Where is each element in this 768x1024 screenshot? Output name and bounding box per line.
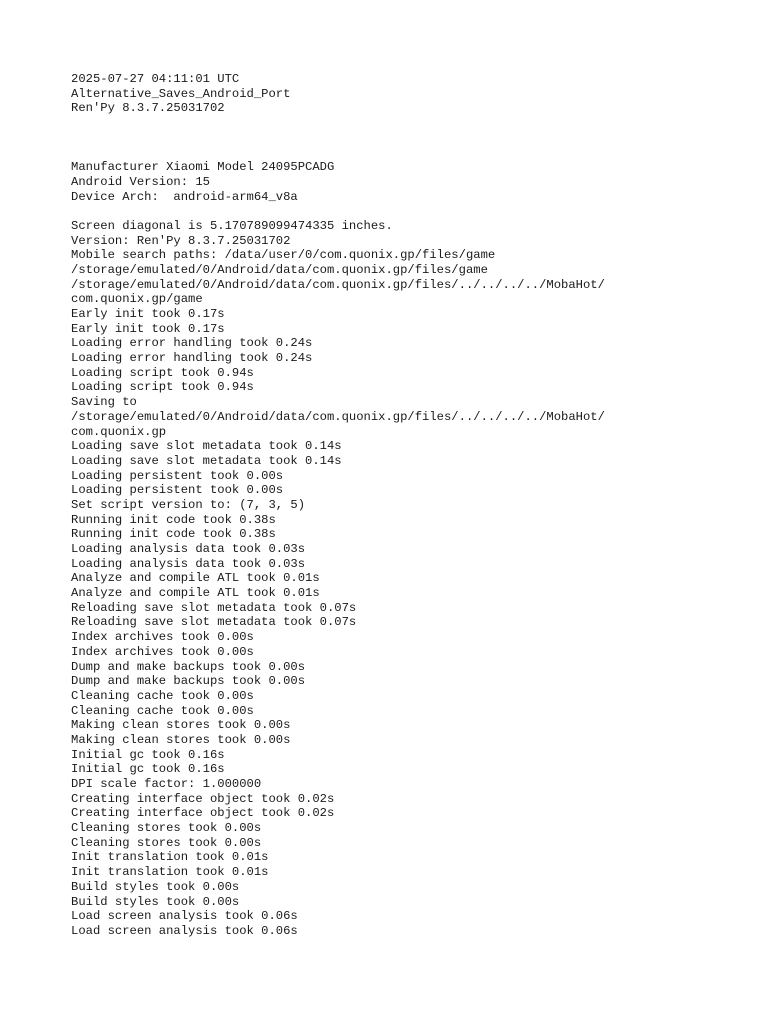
log-line: Cleaning cache took 0.00s <box>71 703 254 718</box>
log-line: /storage/emulated/0/Android/data/com.quonix.gp/files/game <box>71 262 488 277</box>
log-line: Loading script took 0.94s <box>71 380 254 395</box>
log-line: DPI scale factor: 1.000000 <box>71 777 262 791</box>
log-line: Android Version: 15 <box>71 174 210 189</box>
log-line: Making clean stores took 0.00s <box>71 718 291 733</box>
log-line: com.quonix.gp/game <box>71 292 203 307</box>
log-line: Loading error handling took 0.24s <box>71 336 313 351</box>
log-line <box>71 116 751 131</box>
log-line: Init translation took 0.01s <box>71 850 269 865</box>
log-line: Early init took 0.17s <box>71 307 225 321</box>
log-line: Build styles took 0.00s <box>71 879 240 894</box>
log-line: Running init code took 0.38s <box>71 512 276 527</box>
log-line: Cleaning stores took 0.00s <box>71 821 262 836</box>
log-line: Loading persistent took 0.00s <box>71 483 284 498</box>
log-line: com.quonix.gp <box>71 424 167 439</box>
log-line: Saving to <box>71 395 137 410</box>
log-line: 2025-07-27 04:11:01 UTC <box>71 72 240 86</box>
log-line <box>71 131 751 146</box>
log-line: Dump and make backups took 0.00s <box>71 674 306 689</box>
log-line: Analyze and compile ATL took 0.01s <box>71 571 320 586</box>
log-line: Ren'Py 8.3.7.25031702 <box>71 101 225 116</box>
log-line: Load screen analysis took 0.06s <box>71 909 298 924</box>
log-line: Loading error handling took 0.24s <box>71 351 313 366</box>
log-line: Running init code took 0.38s <box>71 527 276 542</box>
log-line: Mobile search paths: /data/user/0/com.quonix.gp/files/game <box>71 248 496 263</box>
log-line: Screen diagonal is 5.170789099474335 inches. <box>71 218 393 233</box>
log-line: /storage/emulated/0/Android/data/com.quonix.gp/files/../../../../MobaHot/ <box>71 409 605 424</box>
log-line: Loading save slot metadata took 0.14s <box>71 439 342 454</box>
log-line: Early init took 0.17s <box>71 321 225 336</box>
log-line: Alternative_Saves_Android_Port <box>71 86 291 101</box>
log-line: Cleaning cache took 0.00s <box>71 688 254 703</box>
log-line: Loading analysis data took 0.03s <box>71 542 306 556</box>
log-line: Analyze and compile ATL took 0.01s <box>71 586 320 601</box>
log-line: Reloading save slot metadata took 0.07s <box>71 615 357 630</box>
log-line: Creating interface object took 0.02s <box>71 791 335 806</box>
log-line: Initial gc took 0.16s <box>71 747 225 762</box>
log-line: Making clean stores took 0.00s <box>71 732 291 747</box>
log-line: Loading persistent took 0.00s <box>71 468 284 483</box>
log-line: /storage/emulated/0/Android/data/com.quonix.gp/files/../../../../MobaHot/ <box>71 277 605 292</box>
log-line: Index archives took 0.00s <box>71 630 254 645</box>
log-line: Build styles took 0.00s <box>71 894 240 909</box>
log-line: Device Arch: android-arm64_v8a <box>71 189 298 204</box>
log-line: Index archives took 0.00s <box>71 644 254 659</box>
log-line: Load screen analysis took 0.06s <box>71 923 298 938</box>
log-line: Manufacturer Xiaomi Model 24095PCADG <box>71 160 335 175</box>
log-line: Initial gc took 0.16s <box>71 762 225 777</box>
log-line: Loading analysis data took 0.03s <box>71 556 306 571</box>
log-line <box>71 204 751 219</box>
log-line: Init translation took 0.01s <box>71 865 269 880</box>
log-text <box>71 72 751 939</box>
log-line: Creating interface object took 0.02s <box>71 806 335 821</box>
log-line: Loading script took 0.94s <box>71 365 254 380</box>
log-line: Cleaning stores took 0.00s <box>71 835 262 850</box>
log-line: Version: Ren'Py 8.3.7.25031702 <box>71 233 291 248</box>
log-line: Loading save slot metadata took 0.14s <box>71 453 342 468</box>
log-line: Set script version to: (7, 3, 5) <box>71 497 306 512</box>
log-line: Dump and make backups took 0.00s <box>71 659 306 674</box>
log-line: Reloading save slot metadata took 0.07s <box>71 600 357 615</box>
log-line <box>71 145 751 160</box>
